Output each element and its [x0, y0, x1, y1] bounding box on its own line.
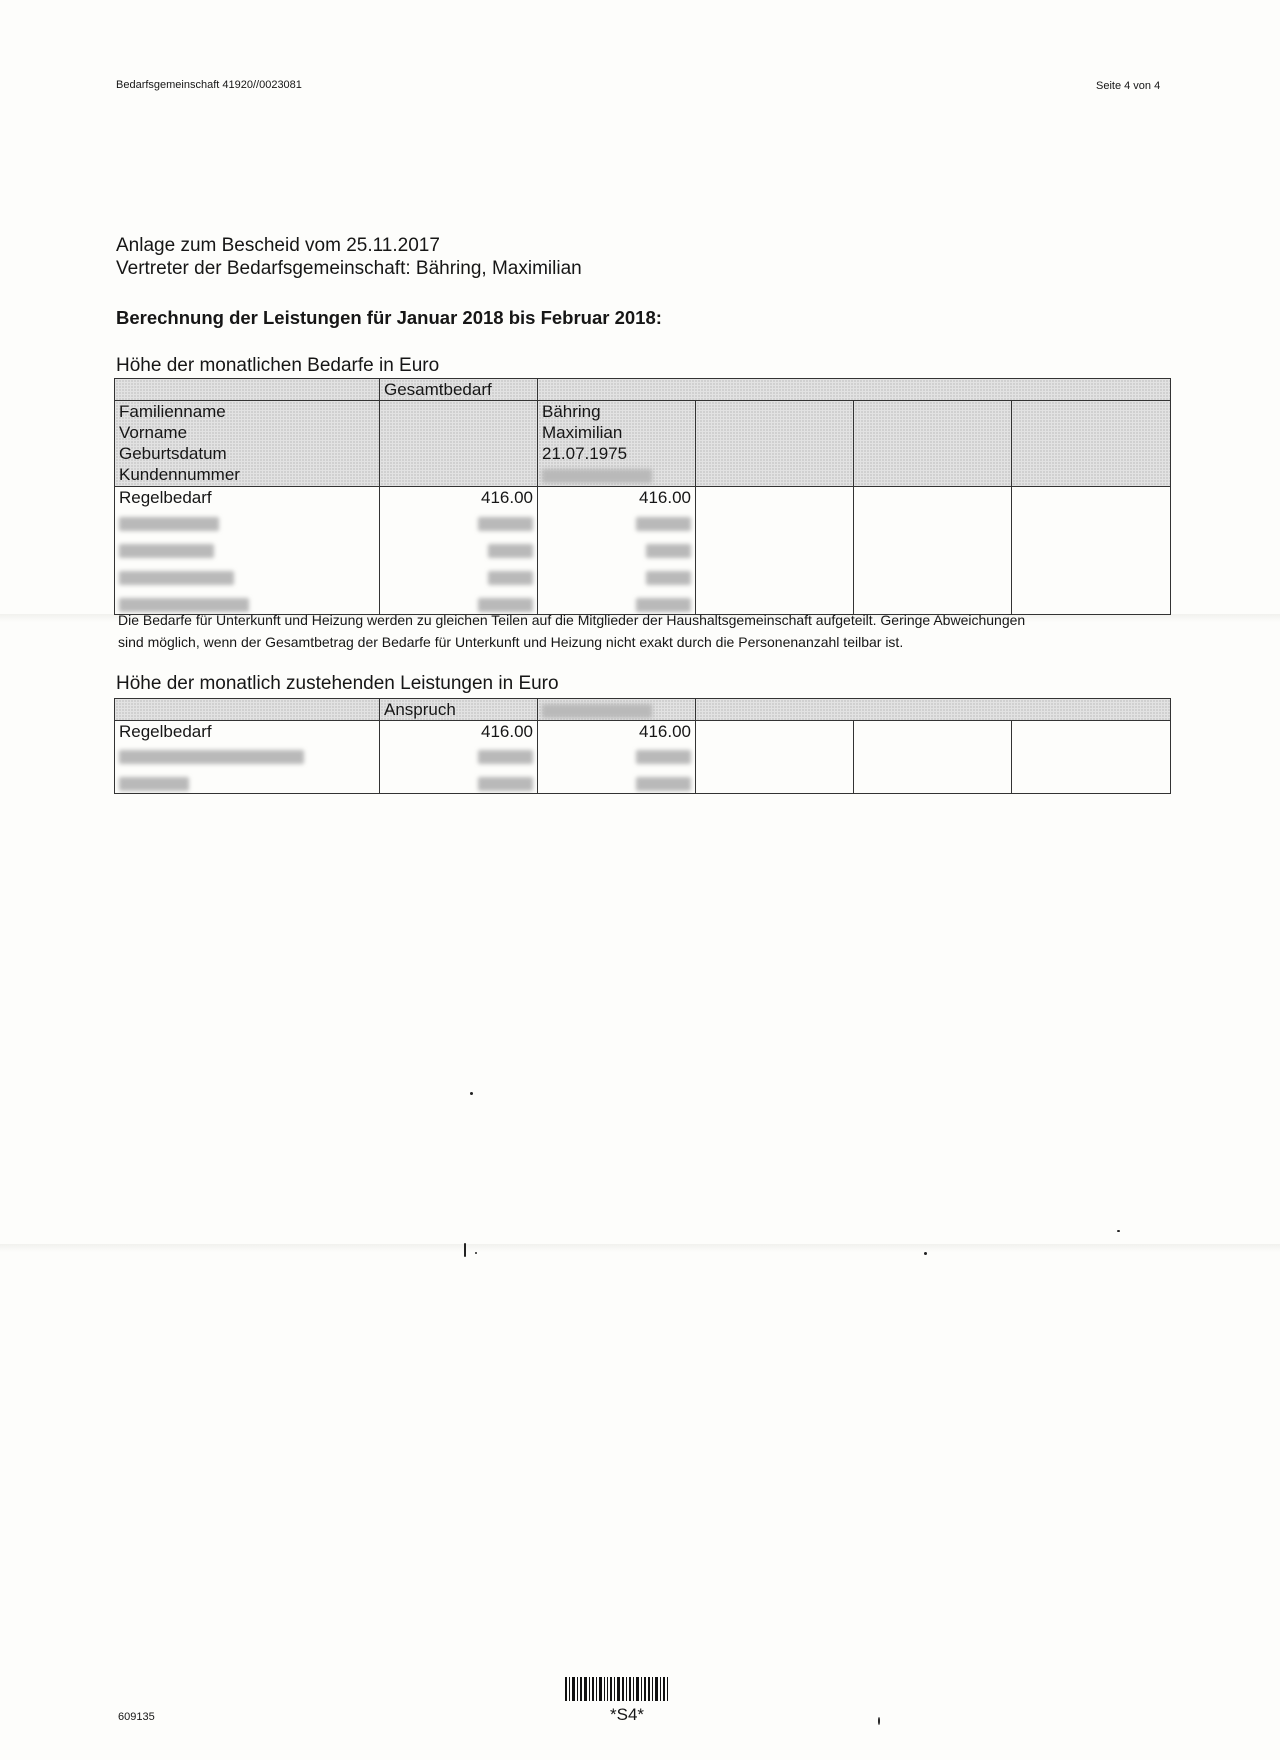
table1-empty-person [854, 401, 1012, 487]
intro-block [116, 234, 582, 280]
scan-speck [475, 1252, 477, 1254]
table2-header-fill [696, 699, 1171, 721]
table2-total-values [380, 721, 538, 794]
person-familienname: Bähring [542, 402, 601, 421]
table2-person-values [538, 721, 696, 794]
table1-empty-cell [1012, 487, 1171, 615]
scan-speck [470, 1092, 473, 1095]
person-geburtsdatum: 21.07.1975 [542, 444, 628, 463]
table1-empty-cell [854, 487, 1012, 615]
redacted-row-label [119, 566, 375, 587]
table1-total-header [380, 401, 538, 487]
redacted-value [542, 745, 691, 766]
table2-person-redacted [538, 699, 696, 721]
table1-person-info [538, 401, 696, 487]
total-regelbedarf: 416.00 [481, 488, 533, 507]
redacted-row-label [119, 539, 375, 560]
table1-person-labels [115, 401, 380, 487]
row-label-regelbedarf: Regelbedarf [119, 722, 212, 741]
barcode-label: *S4* [610, 1705, 645, 1724]
scan-speck [1117, 1230, 1120, 1232]
header-reference: Bedarfsgemeinschaft 41920//0023081 [116, 79, 302, 91]
person-kundennummer-redacted [542, 464, 691, 485]
table1-row-labels [115, 487, 380, 615]
table1-empty-person [696, 401, 854, 487]
table1-col-total: Gesamtbedarf [380, 379, 538, 401]
table1-corner [115, 379, 380, 401]
redacted-value [384, 566, 533, 587]
redacted-value [384, 745, 533, 766]
footer-number: 609135 [118, 1711, 155, 1723]
redacted-value [384, 512, 533, 533]
redacted-value [384, 772, 533, 793]
scan-speck [464, 1243, 466, 1257]
redacted-value [542, 539, 691, 560]
redacted-row-label [119, 745, 375, 766]
person-claim-regelbedarf: 416.00 [639, 722, 691, 741]
header-page-number: Seite 4 von 4 [1096, 80, 1161, 92]
table2-empty-cell [696, 721, 854, 794]
redacted-value [542, 512, 691, 533]
table2-row-labels [115, 721, 380, 794]
intro-line-2: Vertreter der Bedarfsgemeinschaft: Bähring, Maximilian [116, 258, 582, 279]
scan-speck [878, 1717, 880, 1725]
table2-empty-cell [854, 721, 1012, 794]
redacted-value [384, 539, 533, 560]
table2-corner [115, 699, 380, 721]
table1-person-values [538, 487, 696, 615]
person-vorname: Maximilian [542, 423, 623, 442]
distribution-note [118, 609, 1178, 653]
table2-title: Höhe der monatlich zustehenden Leistungen in Euro [116, 673, 559, 694]
table1-title: Höhe der monatlichen Bedarfe in Euro [116, 355, 440, 376]
redacted-value [542, 772, 691, 793]
note-line-2: sind möglich, wenn der Gesamtbetrag der Bedarfe für Unterkunft und Heizung nicht exakt durch die Personenanzahl teilbar ist. [118, 634, 904, 650]
label-geburtsdatum: Geburtsdatum [119, 444, 227, 463]
claim-regelbedarf: 416.00 [481, 722, 533, 741]
scan-speck [924, 1252, 927, 1255]
table1-total-values [380, 487, 538, 615]
table2-empty-cell [1012, 721, 1171, 794]
table1-header-fill [538, 379, 1171, 401]
fold-mark-lower [0, 1244, 1280, 1252]
redacted-row-label [119, 512, 375, 533]
redacted-row-label [119, 772, 375, 793]
label-vorname: Vorname [119, 423, 188, 442]
needs-table [114, 378, 1171, 615]
intro-line-1: Anlage zum Bescheid vom 25.11.2017 [116, 235, 440, 256]
person-regelbedarf: 416.00 [639, 488, 691, 507]
benefits-table [114, 698, 1171, 794]
calculation-heading: Berechnung der Leistungen für Januar 2018 bis Februar 2018: [116, 307, 662, 328]
table2-col-total: Anspruch [380, 699, 538, 721]
label-familienname: Familienname [119, 402, 226, 421]
table1-empty-cell [696, 487, 854, 615]
row-label-regelbedarf: Regelbedarf [119, 488, 212, 507]
barcode [565, 1677, 668, 1701]
table1-empty-person [1012, 401, 1171, 487]
note-line-1: Die Bedarfe für Unterkunft und Heizung werden zu gleichen Teilen auf die Mitglieder der Haushaltsgemeinschaft aufgeteilt. Geringe Abweichungen [118, 612, 1026, 628]
label-kundennummer: Kundennummer [119, 465, 240, 484]
redacted-value [542, 566, 691, 587]
